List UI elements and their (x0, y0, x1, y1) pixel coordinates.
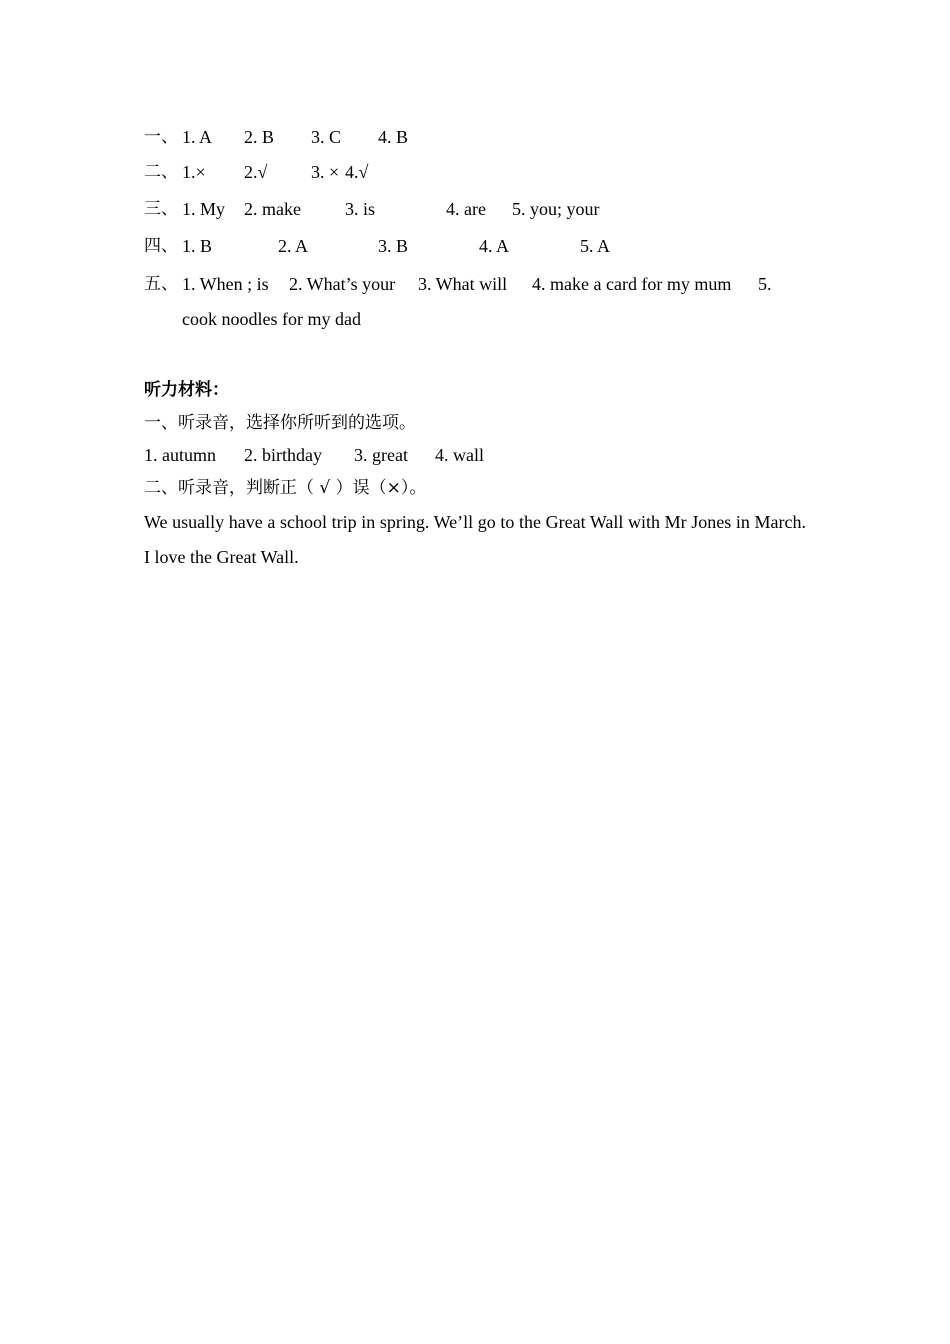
listening-part1-instruction: 一、听录音，选择你所听到的选项。 (144, 413, 416, 433)
answer-item: 3. What will (418, 274, 508, 294)
answer-item: 4. B (378, 127, 409, 147)
answer-item: 1. My (182, 199, 226, 219)
section-label: 一、 (144, 127, 178, 147)
answer-item: 3. is (345, 199, 376, 219)
answer-item: 1.× (182, 162, 206, 182)
listening-item: 2. birthday (244, 445, 322, 465)
answer-item: 4. are (446, 199, 486, 219)
answer-item: 3. × (311, 162, 340, 182)
answer-item: 4.√ (345, 162, 369, 182)
answer-item: 1. A (182, 127, 213, 147)
answer-item: 3. B (378, 236, 409, 256)
answer-section-5-continuation: cook noodles for my dad (182, 309, 361, 329)
answer-item: 1. When ; is (182, 274, 269, 294)
listening-part2-instruction: 二、听录音，判断正（ √ ）误（×）。 (144, 478, 427, 498)
listening-passage: We usually have a school trip in spring. We’ll go to the Great Wall with Mr Jones in March. I love the Great Wall. (144, 512, 806, 567)
listening-item: 4. wall (435, 445, 484, 465)
answer-item: 2. B (244, 127, 275, 147)
listening-item: 1. autumn (144, 445, 216, 465)
answer-item: 1. B (182, 236, 213, 256)
section-label: 二、 (144, 162, 178, 182)
answer-item: 5. (758, 274, 772, 294)
section-label: 四、 (144, 236, 178, 256)
answer-item: 2. make (244, 199, 301, 219)
answer-item: 5. you; your (512, 199, 600, 219)
answer-item: 2. What’s your (289, 274, 396, 294)
answer-item: 2.√ (244, 162, 268, 182)
answer-item: 3. C (311, 127, 342, 147)
answer-item: 2. A (278, 236, 309, 256)
section-label: 五、 (144, 274, 178, 294)
answer-item: 5. A (580, 236, 611, 256)
section-label: 三、 (144, 199, 178, 219)
answer-item: 4. A (479, 236, 510, 256)
answer-item: 4. make a card for my mum (532, 274, 732, 294)
listening-item: 3. great (354, 445, 408, 465)
listening-heading: 听力材料： (144, 380, 229, 400)
